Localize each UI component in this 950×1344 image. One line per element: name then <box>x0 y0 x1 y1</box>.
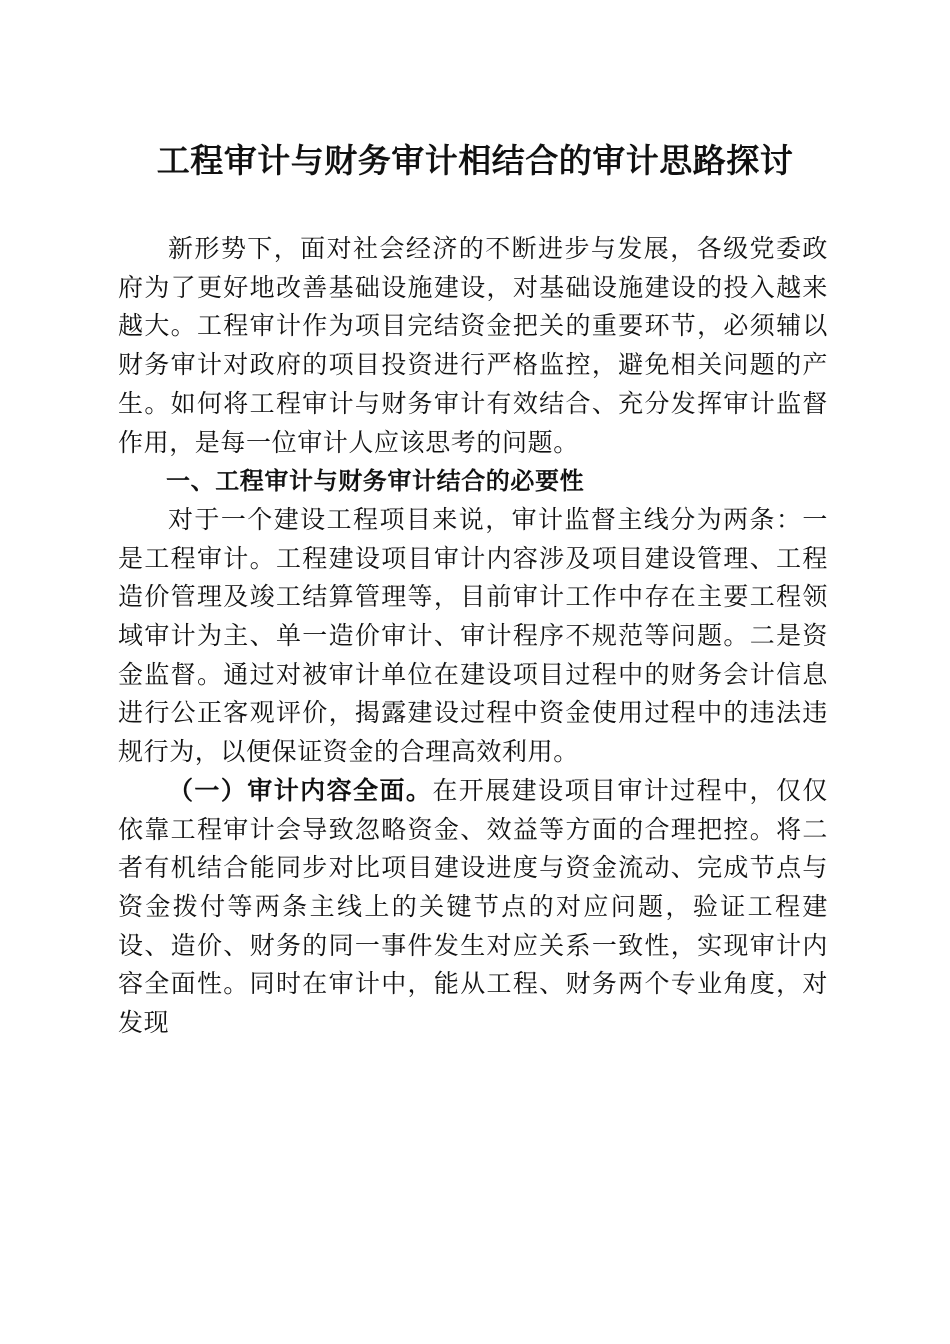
paragraph-comprehensive-text: 在开展建设项目审计过程中，仅仅依靠工程审计会导致忽略资金、效益等方面的合理把控。将二者有机结合能同步对比项目建设进度与资金流动、完成节点与资金拨付等两条主线上的关键节点的对应问题，验证工程建设、造价、财务的同一事件发生对应关系一致性，实现审计内容全面性。同时在审计中，能从工程、财务两个专业角度，对发现 <box>118 775 828 1038</box>
section-heading-necessity: 一、工程审计与财务审计结合的必要性 <box>166 467 585 496</box>
paragraph-intro: 新形势下，面对社会经济的不断进步与发展，各级党委政府为了更好地改善基础设施建设，对基础设施建设的投入越来越大。工程审计作为项目完结资金把关的重要环节，必须辅以财务审计对政府的项目投资进行严格监控，避免相关问题的产生。如何将工程审计与财务审计有效结合、充分发挥审计监督作用，是每一位审计人应该思考的问题。 <box>118 234 828 457</box>
document-title: 工程审计与财务审计相结合的审计思路探讨 <box>156 141 794 180</box>
subsection-lead-comprehensive: （一）审计内容全面。 <box>168 775 433 805</box>
document-body <box>118 230 828 1043</box>
paragraph-comprehensive-content <box>118 772 828 1043</box>
paragraph-two-lines: 对于一个建设工程项目来说，审计监督主线分为两条：一是工程审计。工程建设项目审计内容涉及项目建设管理、工程造价管理及竣工结算管理等，目前审计工作中存在主要工程领域审计为主、单一造价审计、审计程序不规范等问题。二是资金监督。通过对被审计单位在建设项目过程中的财务会计信息进行公正客观评价，揭露建设过程中资金使用过程中的违法违规行为，以便保证资金的合理高效利用。 <box>118 504 828 767</box>
